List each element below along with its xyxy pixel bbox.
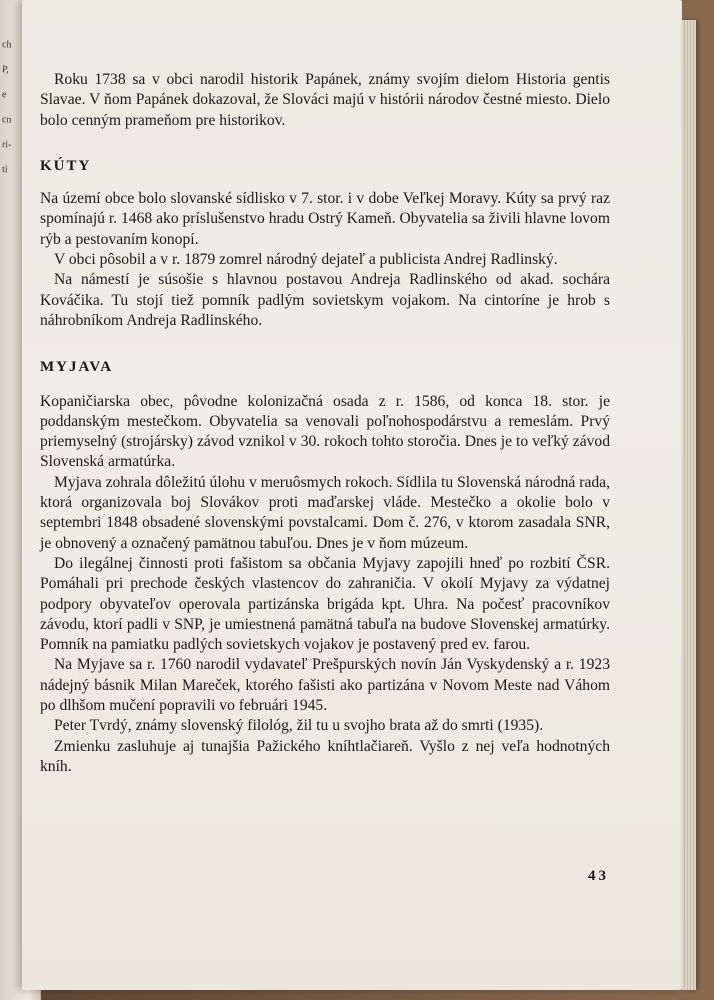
myjava-paragraph: Zmienku zasluhuje aj tunajšia Pažického kníhtlačiareň. Vyšlo z nej veľa hodnotných kníh.: [40, 737, 610, 775]
myjava-paragraph: Na Myjave sa r. 1760 narodil vydavateľ Prešpurských novín Ján Vyskydenský a r. 1923 nádejný básnik Milan Mareček, ktorého fašisti ako partizána v Novom Meste nad Váhom po dlhšom mučení popravili vo februári 1945.: [40, 656, 610, 715]
section-heading-myjava: MYJAVA: [40, 359, 114, 376]
left-fragment: P,: [1, 63, 10, 76]
left-fragment: cn: [1, 113, 12, 126]
kuty-paragraph: V obci pôsobil a v r. 1879 zomrel národný dejateľ a publicista Andrej Radlinský.: [54, 251, 558, 269]
left-fragment: e: [1, 88, 7, 101]
page-number: 43: [588, 868, 609, 884]
myjava-paragraph: Peter Tvrdý, známy slovenský filológ, žil tu u svojho brata až do smrti (1935).: [54, 717, 544, 735]
kuty-paragraph: Na území obce bolo slovanské sídlisko v 7. stor. i v dobe Veľkej Moravy. Kúty sa prvý raz spomínajú r. 1468 ako príslušenstvo hradu Ostrý Kameň. Obyvatelia sa živili hlavne lovom rýb a pestovaním konopí.: [40, 190, 610, 248]
myjava-paragraph: Kopaničiarska obec, pôvodne kolonizačná osada z r. 1586, od konca 18. stor. je poddanským mestečkom. Obyvatelia sa venovali poľnohospodárstvu a remeslám. Prvý priemyselný (strojársky) závod vznikol v 30. rokoch tohto storočia. Dnes je to veľký závod Slovenská armatúrka.: [40, 392, 610, 471]
page-stack-edge: [682, 20, 696, 990]
left-fragment: ti: [1, 163, 8, 176]
myjava-paragraph: Myjava zohrala dôležitú úlohu v meruôsmych rokoch. Sídlila tu Slovenská národná rada, ktorá organizovala boj Slovákov proti maďarskej vláde. Mestečko a okolie bolo v septembri 1848 obsadené slovenskými povstalcami. Dom č. 276, v ktorom zasadala SNR, je obnovený a označený pamätnou tabuľou. Dnes je v ňom múzeum.: [40, 473, 610, 552]
myjava-paragraph: Do ilegálnej činnosti proti fašistom sa občania Myjavy zapojili hneď po rozbití ČSR. Pomáhali pri prechode českých vlastencov do zahraničia. V okolí Myjavy za výdatnej podpory obyvateľov operovala partizánska brigáda kpt. Uhra. Na počesť pracovníkov závodu, ktorí padli v SNP, je umiestnená pamätná tabuľa na budove Slovenskej armatúrky. Pomník na pamiatku padlých sovietskych vojakov je postavený pred ev. farou.: [40, 554, 610, 654]
section-heading-kuty: KÚTY: [40, 157, 92, 174]
left-fragment: ch: [1, 38, 12, 51]
intro-paragraph: Roku 1738 sa v obci narodil historik Papánek, známy svojím dielom Historia gentis Slavae. V ňom Papánek dokazoval, že Slováci majú v histórii národov čestné miesto. Dielo bolo cenným prameňom pre historikov.: [40, 71, 610, 129]
kuty-paragraph: Na námestí je súsošie s hlavnou postavou Andreja Radlinského od akad. sochára Kováčika. Tu stojí tiež pomník padlým sovietskym vojakom. Na cintoríne je hrob s náhrobníkom Andreja Radlinského.: [40, 271, 610, 329]
page-text: [40, 70, 610, 777]
left-fragment: ri-: [1, 138, 12, 151]
